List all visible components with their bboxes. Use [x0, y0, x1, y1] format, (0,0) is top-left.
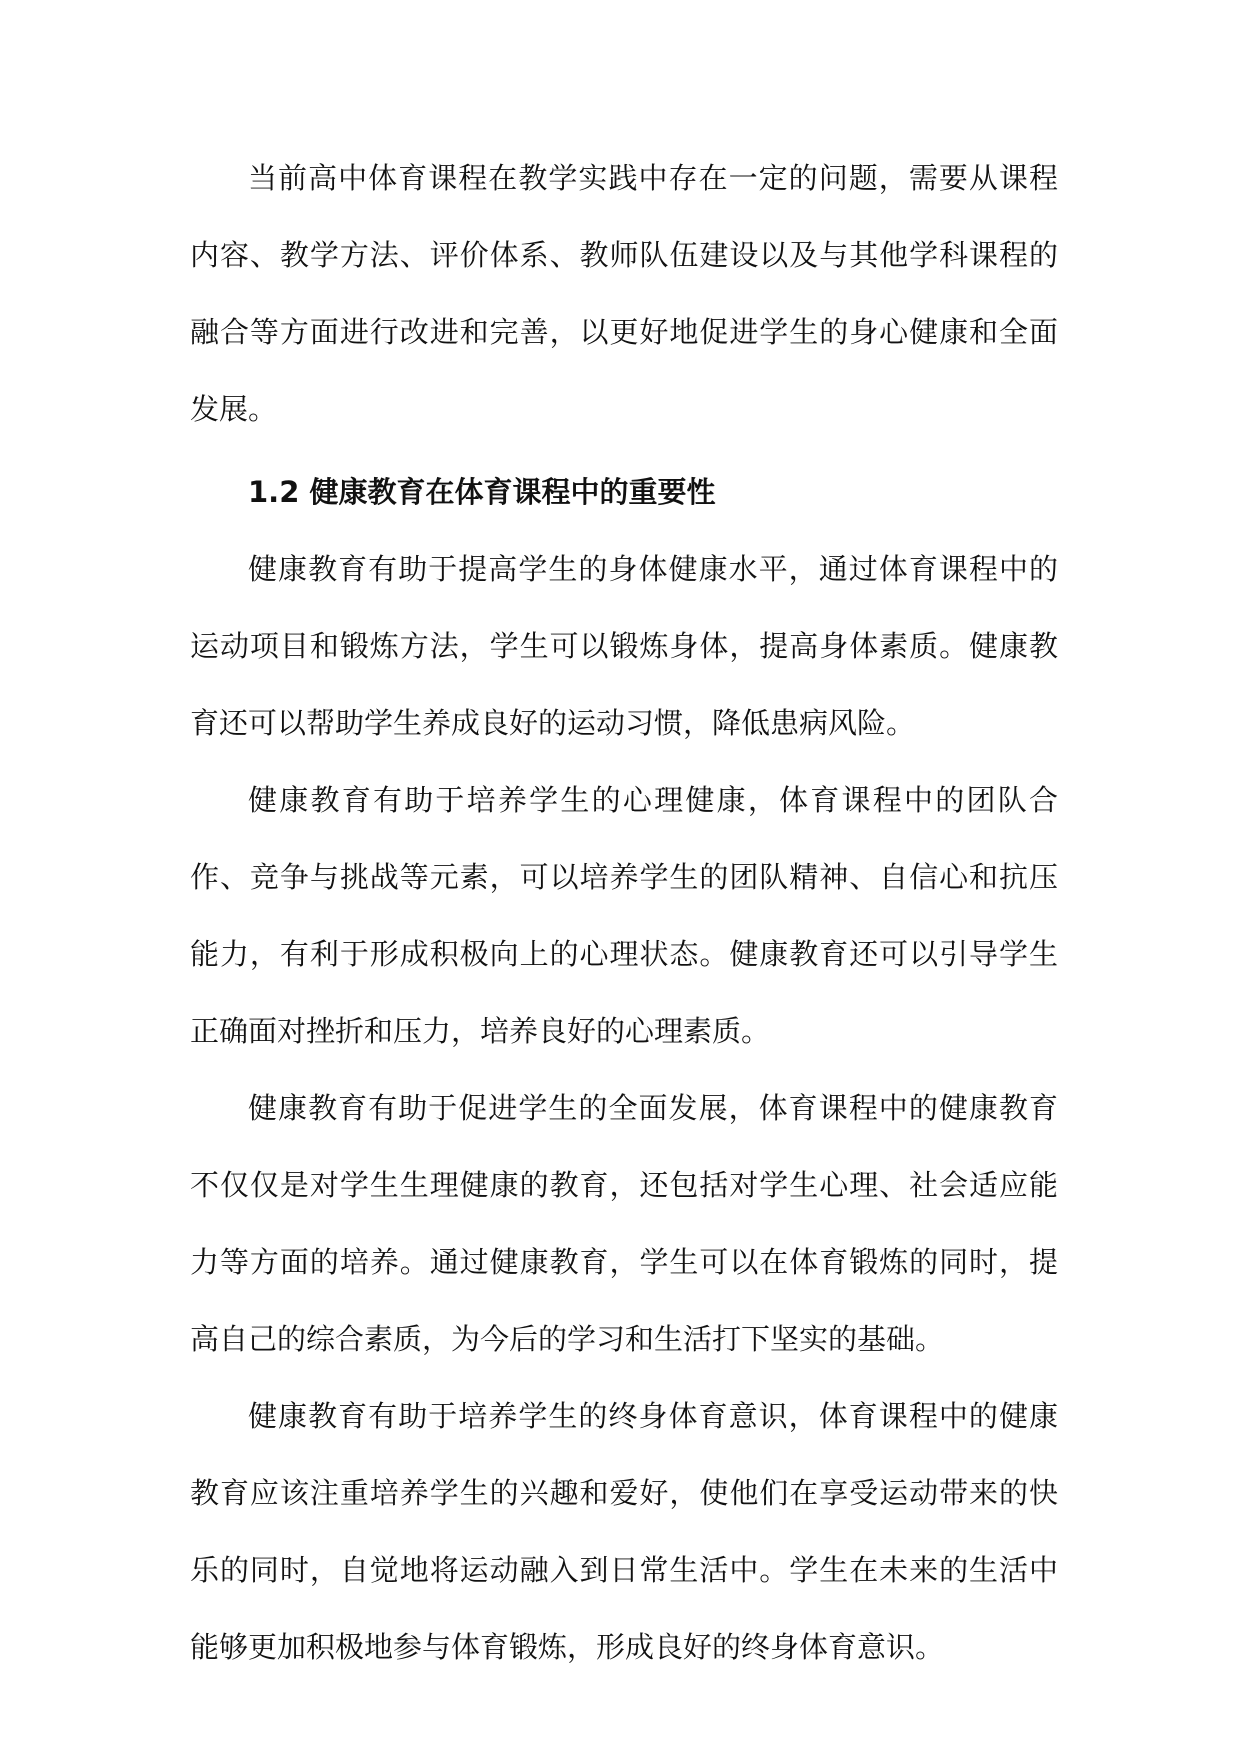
document-body	[190, 140, 1058, 1686]
intro-paragraph: 当前高中体育课程在教学实践中存在一定的问题，需要从课程内容、教学方法、评价体系、教师队伍建设以及与其他学科课程的融合等方面进行改进和完善，以更好地促进学生的身心健康和全面发展。	[190, 161, 1058, 426]
paragraph-all-round-development: 健康教育有助于促进学生的全面发展，体育课程中的健康教育不仅仅是对学生生理健康的教育，还包括对学生心理、社会适应能力等方面的培养。通过健康教育，学生可以在体育锻炼的同时，提高自己的综合素质，为今后的学习和生活打下坚实的基础。	[190, 1091, 1058, 1356]
paragraph-lifelong-sports: 健康教育有助于培养学生的终身体育意识，体育课程中的健康教育应该注重培养学生的兴趣和爱好，使他们在享受运动带来的快乐的同时，自觉地将运动融入到日常生活中。学生在未来的生活中能够更加积极地参与体育锻炼，形成良好的终身体育意识。	[190, 1399, 1058, 1664]
paragraph-mental-health: 健康教育有助于培养学生的心理健康，体育课程中的团队合作、竞争与挑战等元素，可以培养学生的团队精神、自信心和抗压能力，有利于形成积极向上的心理状态。健康教育还可以引导学生正确面对挫折和压力，培养良好的心理素质。	[190, 783, 1058, 1048]
paragraph-physical-health: 健康教育有助于提高学生的身体健康水平，通过体育课程中的运动项目和锻炼方法，学生可以锻炼身体，提高身体素质。健康教育还可以帮助学生养成良好的运动习惯，降低患病风险。	[190, 552, 1058, 740]
section-heading: 1.2 健康教育在体育课程中的重要性	[248, 475, 716, 509]
